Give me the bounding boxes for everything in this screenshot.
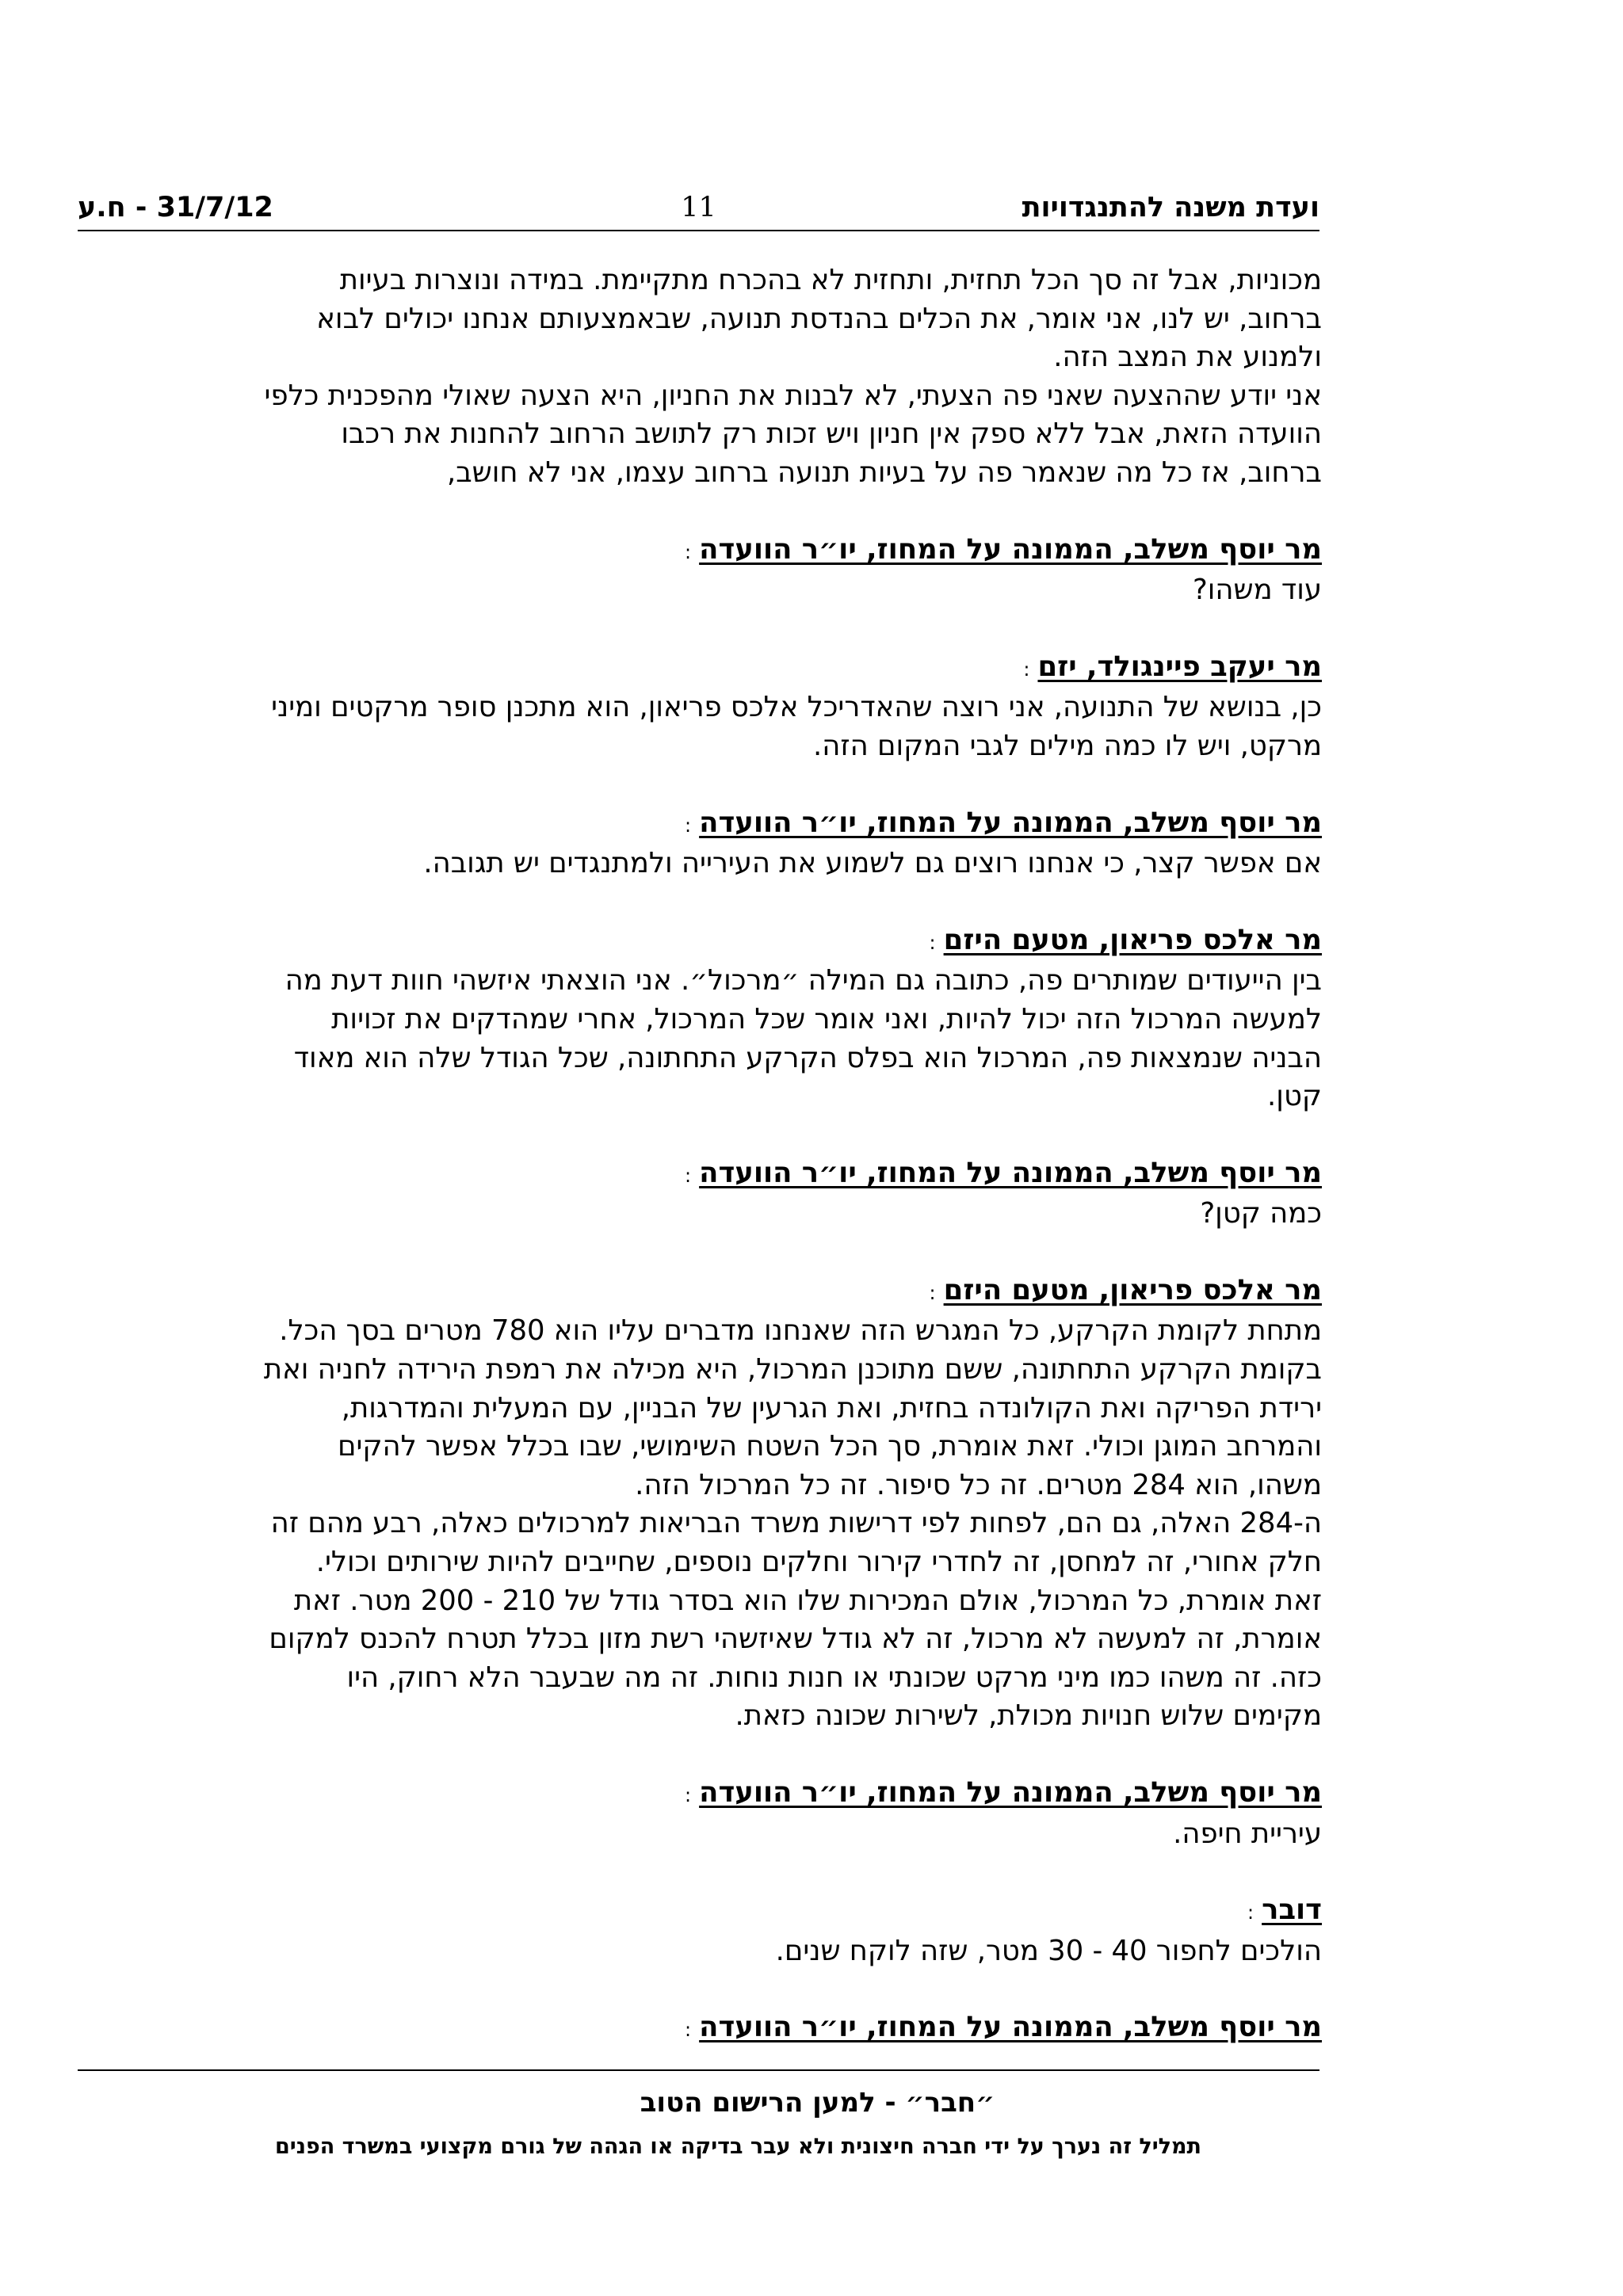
header-rule — [78, 230, 1319, 231]
paragraph-gap — [78, 1853, 1322, 1891]
speech-line: ברחוב, יש לנו, אני אומר, את הכלים בהנדסת תנועה, שבאמצעותם אנחנו יכולים לבוא — [316, 302, 1322, 335]
speaker-colon: : — [929, 1281, 936, 1304]
page-footer — [78, 2069, 1319, 2159]
speech-line: בקומת הקרקע התחתונה, ששם מתוכנן המרכול, היא מכילה את רמפת הירידה לחניה ואת — [263, 1353, 1322, 1386]
speaker-heading — [78, 1891, 1322, 1932]
speaker-colon: : — [929, 931, 936, 954]
speaker-name: מר יעקב פיינגולד, יזם — [1037, 650, 1322, 683]
speaker-name: מר אלכס פריאון, מטעם היזם — [943, 923, 1322, 956]
speaker-heading — [78, 531, 1322, 572]
speech-line: חלק אחורי, זה למחסן, זה לחדרי קירור וחלקים נוספים, שחייבים להיות שירותים וכולי. — [315, 1546, 1322, 1579]
speech-line: עוד משהו? — [1192, 574, 1322, 607]
speaker-name: מר יוסף משלב, הממונה על המחוז, יו״ר הוועדה — [699, 2011, 1322, 2044]
speaker-colon: : — [685, 540, 692, 563]
speech-line: כזה. זה משהו כמו מיני מרקט שכונתי או חנות נוחות. זה מה שבעבר הלא רחוק, היו — [346, 1661, 1322, 1694]
paragraph-gap — [78, 766, 1322, 804]
page-number: 11 — [681, 192, 716, 223]
page-header — [78, 184, 1319, 231]
paragraph-gap — [78, 1736, 1322, 1774]
speaker-heading — [78, 804, 1322, 845]
speech-line: למעשה המרכול הזה יכול להיות, ואני אומר שכל המרכול, אחרי שמהדקים את זכויות — [331, 1002, 1322, 1035]
speech-line: מקימים שלוש חנויות מכולת, לשירות שכונה כזאת. — [735, 1699, 1322, 1733]
speech-line: כן, בנושא של התנועה, אני רוצה שהאדריכל אלכס פריאון, הוא מתכנן סופר מרקטים ומיני — [271, 691, 1322, 724]
transcript-body — [78, 261, 1322, 2050]
speaker-heading — [78, 1272, 1322, 1313]
speech-line: בין הייעודים שמותרים פה, כתובה גם המילה ״מרכול״. אני הוצאתי איזשהי חוות דעת מה — [285, 964, 1322, 997]
speech-line: עיריית חיפה. — [1173, 1817, 1322, 1850]
footer-disclaimer: תמליל זה נערך על ידי חברה חיצונית ולא עבר בדיקה או הגהה של גורם מקצועי במשרד הפנים — [274, 2134, 1201, 2159]
speaker-colon: : — [685, 2019, 692, 2042]
speech-line: אומרת, זה למעשה לא מרכול, זה לא גודל שאיזשהי רשת מזון בכלל תטרח להכנס למקום — [269, 1623, 1322, 1656]
paragraph-gap — [78, 1234, 1322, 1272]
speech-line: הוועדה הזאת, אבל ללא ספק אין חניון ויש זכות רק לתושב הרחוב להחנות את רכבו — [341, 418, 1322, 451]
paragraph-gap — [78, 1116, 1322, 1154]
paragraph-gap — [78, 610, 1322, 648]
speaker-name: מר אלכס פריאון, מטעם היזם — [943, 1273, 1322, 1306]
speech-line: הבניה שנמצאות פה, המרכול הוא בפלס הקרקע התחתונה, שכל הגודל שלה הוא מאוד — [293, 1041, 1322, 1074]
speech-line: מתחת לקומת הקרקע, כל המגרש הזה שאנחנו מדברים עליו הוא 780 מטרים בסך הכל. — [279, 1314, 1322, 1348]
speaker-colon: : — [685, 1784, 692, 1806]
speech-line: ה-284 האלה, גם הם, לפחות לפי דרישות משרד הבריאות למרכולים כאלה, רבע מהם זה — [270, 1507, 1322, 1540]
paragraph-gap — [78, 883, 1322, 921]
speaker-heading — [78, 1154, 1322, 1196]
speaker-name: מר יוסף משלב, הממונה על המחוז, יו״ר הוועדה — [699, 806, 1322, 839]
speech-line: כמה קטן? — [1200, 1197, 1322, 1230]
document-date: 31/7/12 - ח.ע — [78, 192, 273, 223]
speaker-colon: : — [685, 814, 692, 837]
speech-line: מרקט, ויש לו כמה מילים לגבי המקום הזה. — [812, 729, 1322, 762]
speaker-name: מר יוסף משלב, הממונה על המחוז, יו״ר הוועדה — [699, 1776, 1322, 1809]
speech-line: זאת אומרת, כל המרכול, אולם המכירות שלו הוא בסדר גודל של 210 - 200 מטר. זאת — [293, 1584, 1322, 1617]
speaker-heading — [78, 2008, 1322, 2050]
speech-line: ירידת הפריקה ואת הקולונדה בחזית, ואת הגרעין של הבניין, עם המעלית והמדרגות, — [341, 1391, 1322, 1425]
speech-line: קטן. — [1267, 1080, 1322, 1113]
footer-rule — [78, 2069, 1319, 2071]
speaker-name: מר יוסף משלב, הממונה על המחוז, יו״ר הוועדה — [699, 532, 1322, 566]
footer-brand: ״חבר״ - למען הרישום הטוב — [640, 2087, 995, 2119]
speech-line: ברחוב, אז כל מה שנאמר פה על בעיות תנועה ברחוב עצמו, אני לא חושב, — [446, 456, 1322, 489]
paragraph-gap — [78, 493, 1322, 531]
speech-line: והמרחב המוגן וכולי. זאת אומרת, סך הכל השטח השימושי, שבו בכלל אפשר להקים — [337, 1430, 1322, 1463]
speech-line: ולמנוע את המצב הזה. — [1053, 341, 1322, 374]
speech-line: אם אפשר קצר, כי אנחנו רוצים גם לשמוע את העירייה ולמתנגדים יש תגובה. — [423, 847, 1322, 880]
paragraph-gap — [78, 1970, 1322, 2008]
speaker-heading — [78, 1774, 1322, 1815]
speaker-colon: : — [1023, 658, 1030, 681]
speaker-name: דובר — [1262, 1894, 1322, 1927]
committee-title: ועדת משנה להתנגדויות — [1022, 192, 1319, 223]
speech-line: אני יודע שההצעה שאני פה הצעתי, לא לבנות את החניון, היא הצעה שאולי מהפכנית כלפי — [264, 379, 1322, 412]
speech-line: הולכים לחפור 40 - 30 מטר, שזה לוקח שנים. — [775, 1934, 1322, 1967]
speaker-heading — [78, 921, 1322, 963]
speaker-colon: : — [685, 1164, 692, 1187]
speaker-name: מר יוסף משלב, הממונה על המחוז, יו״ר הוועדה — [699, 1156, 1322, 1189]
speech-line: משהו, הוא 284 מטרים. זה כל סיפור. זה כל המרכול הזה. — [635, 1468, 1322, 1501]
speaker-heading — [78, 648, 1322, 689]
speaker-colon: : — [1247, 1901, 1254, 1924]
speech-line: מכוניות, אבל זה סך הכל תחזית, ותחזית לא בהכרח מתקיימת. במידה ונוצרות בעיות — [339, 264, 1322, 296]
